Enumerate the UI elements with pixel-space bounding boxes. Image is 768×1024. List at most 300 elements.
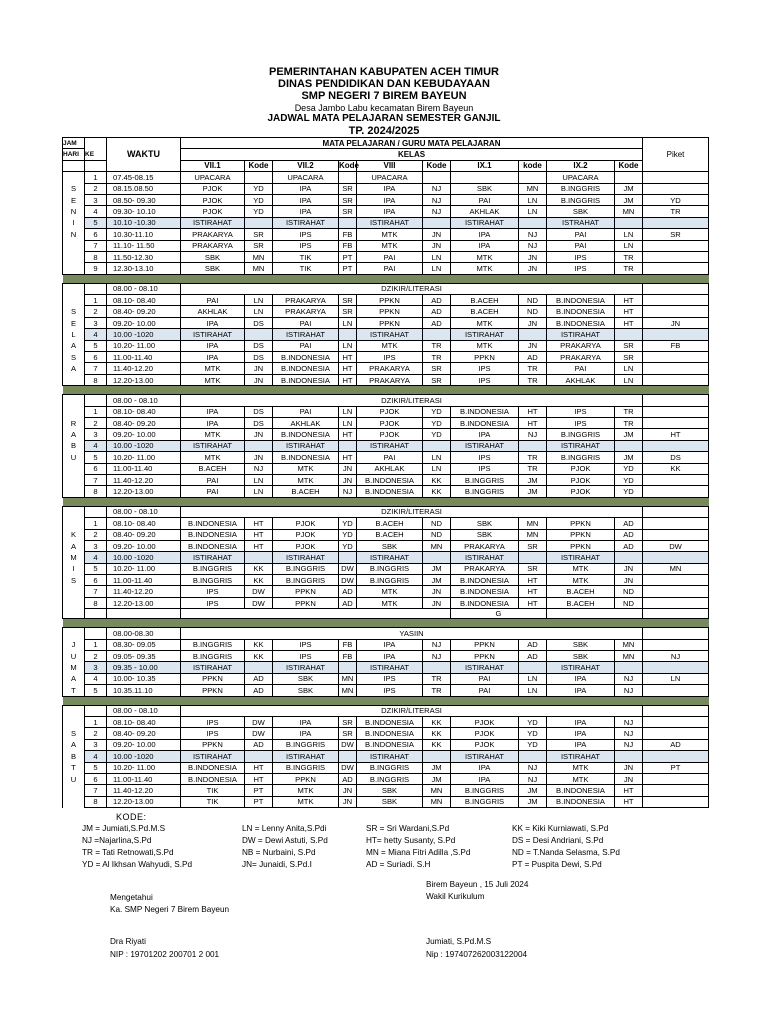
table-row (63, 452, 709, 463)
subject-cell: IPS (357, 685, 423, 696)
code-cell (245, 329, 273, 340)
subject-cell: PRAKARYA (181, 240, 245, 251)
subject-cell: PJOK (273, 529, 339, 540)
subject-cell: IPA (547, 716, 615, 727)
subject-cell: B.INDONESIA (547, 306, 615, 317)
subject-cell: B.INDONESIA (357, 474, 423, 485)
subject-cell: PJOK (547, 463, 615, 474)
code-cell: TR (615, 251, 643, 262)
subject-cell: SBK (451, 183, 519, 194)
code-cell: KK (245, 563, 273, 574)
code-cell: HT (339, 352, 357, 363)
code-cell: YD (245, 206, 273, 217)
code-cell: TR (423, 673, 451, 684)
subject-cell: B.INDONESIA (181, 529, 245, 540)
note-cell: G (451, 609, 547, 619)
subject-cell: ISTIRAHAT (181, 329, 245, 340)
code-cell: HT (245, 518, 273, 529)
header-line-2: DINAS PENDIDIKAN DAN KEBUDAYAAN (278, 78, 490, 90)
subject-cell: PPKN (547, 540, 615, 551)
subject-cell: B.INDONESIA (547, 317, 615, 328)
class-header: Kode (339, 161, 359, 171)
piket-cell: JN (643, 317, 709, 328)
code-cell: HT (519, 597, 547, 608)
header-line-4: Desa Jambo Labu kecamatan Birem Bayeun (294, 103, 474, 113)
time-cell: 11.00-11.40 (107, 575, 181, 586)
subject-cell: PPKN (451, 651, 519, 662)
piket-cell (643, 406, 709, 417)
subject-cell: ISTIRAHAT (547, 662, 615, 673)
subject-cell: B.ACEH (451, 306, 519, 317)
code-cell: KK (245, 651, 273, 662)
code-cell: JN (245, 452, 273, 463)
code-cell: JN (615, 762, 643, 773)
table-cell (85, 506, 107, 517)
code-cell: SR (245, 229, 273, 240)
subject-cell: IPS (273, 229, 339, 240)
subject-cell: MTK (181, 429, 245, 440)
code-cell: JM (615, 194, 643, 205)
code-cell: HT (615, 295, 643, 306)
header-line-3: SMP NEGERI 7 BIREM BAYEUN (301, 90, 467, 102)
subject-cell: IPS (451, 463, 519, 474)
code-cell: TR (519, 363, 547, 374)
subject-cell: ISTIRAHAT (451, 552, 519, 563)
piket-cell (643, 251, 709, 262)
class-header: Kode (615, 160, 643, 171)
table-row (63, 563, 709, 574)
subject-cell: B.INGGRIS (451, 785, 519, 796)
code-cell (423, 217, 451, 228)
header-row (63, 138, 709, 149)
kode-entry: AD = Suriadi. S.H (366, 860, 431, 869)
piket-cell (643, 263, 709, 274)
header-blank (643, 160, 709, 171)
code-cell (423, 172, 451, 183)
time-cell: 09.35 - 10.00 (107, 662, 181, 673)
subject-cell: MTK (357, 240, 423, 251)
subject-cell: B.INDONESIA (451, 575, 519, 586)
code-cell: DW (245, 716, 273, 727)
subject-cell: MTK (547, 563, 615, 574)
code-cell: TR (615, 406, 643, 417)
time-cell: 08.00 - 08.10 (107, 506, 181, 517)
period-number: 5 (85, 563, 107, 574)
code-cell: JN (339, 463, 357, 474)
code-cell: ND (519, 306, 547, 317)
table-row (63, 785, 709, 796)
code-cell (423, 329, 451, 340)
kode-entry: DW = Dewi Astuti, S.Pd (242, 836, 328, 845)
code-cell: HT (615, 317, 643, 328)
kode-entry: SR = Sri Wardani,S.Pd (366, 824, 450, 833)
piket-cell: MN (643, 563, 709, 574)
code-cell: TR (615, 263, 643, 274)
subject-cell: PAI (181, 474, 245, 485)
piket-cell: YD (643, 194, 709, 205)
period-number: 2 (85, 306, 107, 317)
code-cell: AD (245, 685, 273, 696)
table-row (63, 340, 709, 351)
subject-cell: IPA (547, 739, 615, 750)
code-cell: JN (245, 429, 273, 440)
subject-cell: ISTIRAHAT (451, 217, 519, 228)
code-cell (245, 552, 273, 563)
table-row (63, 206, 709, 217)
kode-title: KODE: (116, 812, 147, 822)
code-cell: SR (519, 540, 547, 551)
time-cell: 11.40-12.20 (107, 785, 181, 796)
code-cell: PT (245, 796, 273, 807)
time-cell: 08.40- 09.20 (107, 306, 181, 317)
code-cell (245, 662, 273, 673)
subject-cell: B.INDONESIA (547, 295, 615, 306)
subject-cell: ISTIRAHAT (357, 552, 423, 563)
code-cell (615, 329, 643, 340)
code-cell: DS (245, 352, 273, 363)
subject-cell: SBK (357, 540, 423, 551)
day-letter: U (63, 773, 85, 784)
header-blank (63, 160, 85, 171)
day-letter (63, 172, 85, 183)
period-number: 1 (85, 406, 107, 417)
subject-cell: MTK (273, 796, 339, 807)
subject-cell: IPA (273, 206, 339, 217)
table-row (63, 229, 709, 240)
time-cell: 08.15.08.50 (107, 183, 181, 194)
subject-cell: TIK (273, 263, 339, 274)
time-cell: 10.20- 11.00 (107, 563, 181, 574)
subject-cell: IPA (181, 340, 245, 351)
subject-cell: IPS (547, 406, 615, 417)
code-cell: AD (615, 540, 643, 551)
time-cell: 11.50-12.30 (107, 251, 181, 262)
table-cell (85, 395, 107, 406)
subject-cell: ISTIRAHAT (451, 440, 519, 451)
period-number: 8 (85, 796, 107, 807)
subject-cell: IPA (547, 685, 615, 696)
code-cell: DW (339, 739, 357, 750)
piket-cell (643, 172, 709, 183)
code-cell: JN (423, 586, 451, 597)
day-letter: M (63, 552, 85, 563)
prelude-row (63, 395, 709, 406)
day-letter: K (63, 529, 85, 540)
wakil-nip: Nip : 197407262003122004 (426, 950, 528, 959)
day-letter: U (63, 651, 85, 662)
subject-cell: B.INGGRIS (357, 575, 423, 586)
piket-cell (643, 329, 709, 340)
jam-header: JAM (63, 138, 85, 149)
code-cell: KK (245, 575, 273, 586)
time-cell: 12.20-13.00 (107, 486, 181, 497)
day-letter (63, 295, 85, 306)
code-cell (245, 440, 273, 451)
table-row (63, 597, 709, 608)
piket-cell (643, 796, 709, 807)
code-cell: JM (519, 796, 547, 807)
code-cell: JM (615, 183, 643, 194)
piket-cell: HT (643, 429, 709, 440)
activity-label: DZIKIR/LITERASI (181, 395, 643, 406)
subject-cell: SBK (547, 206, 615, 217)
kode-entry: PT = Puspita Dewi, S.Pd (512, 860, 602, 869)
code-cell (519, 217, 547, 228)
table-cell (181, 609, 451, 619)
subject-cell: B.INDONESIA (451, 417, 519, 428)
code-cell: LN (245, 306, 273, 317)
day-letter: S (63, 352, 85, 363)
subject-cell: B.INGGRIS (181, 639, 245, 650)
kode-entry: HT= hetty Susanty, S.Pd (366, 836, 456, 845)
day-letter: I (63, 217, 85, 228)
subject-cell: IPS (273, 651, 339, 662)
piket-cell (643, 529, 709, 540)
code-cell: NJ (423, 183, 451, 194)
code-cell: KK (423, 716, 451, 727)
time-cell: 09.30- 10.10 (107, 206, 181, 217)
code-cell: NJ (615, 728, 643, 739)
day-letter: A (63, 739, 85, 750)
time-cell: 07.45-08.15 (107, 172, 181, 183)
header-row (63, 160, 709, 171)
subject-cell: SBK (547, 651, 615, 662)
code-cell: NJ (615, 739, 643, 750)
period-number: 5 (85, 340, 107, 351)
subject-cell: IPA (451, 762, 519, 773)
subject-cell: B.INGGRIS (181, 563, 245, 574)
table-row (63, 363, 709, 374)
subject-cell: IPA (357, 206, 423, 217)
day-letter: I (63, 563, 85, 574)
code-cell: PT (339, 251, 357, 262)
day-letter: T (63, 762, 85, 773)
separator (63, 386, 709, 395)
day-letter: S (63, 575, 85, 586)
code-cell: YD (245, 194, 273, 205)
code-cell: AD (339, 597, 357, 608)
day-letter: L (63, 329, 85, 340)
day-letter: A (63, 429, 85, 440)
code-cell: LN (615, 229, 643, 240)
code-cell: AD (423, 317, 451, 328)
code-cell: HT (339, 429, 357, 440)
header-line-5: JADWAL MATA PELAJARAN SEMESTER GANJIL (267, 113, 501, 124)
subject-cell: PAI (357, 251, 423, 262)
day-letter (63, 586, 85, 597)
period-number: 4 (85, 206, 107, 217)
code-cell: NJ (423, 206, 451, 217)
subject-cell: IPA (273, 716, 339, 727)
table-row (63, 486, 709, 497)
subject-cell: SBK (181, 263, 245, 274)
subject-cell: AKHLAK (451, 206, 519, 217)
subject-cell: PPKN (547, 529, 615, 540)
code-cell: MN (423, 785, 451, 796)
table-row (63, 751, 709, 762)
day-letter (63, 796, 85, 807)
code-cell: MN (519, 183, 547, 194)
subject-cell: PAI (547, 363, 615, 374)
code-cell: MN (423, 796, 451, 807)
subject-cell: B.INDONESIA (181, 762, 245, 773)
code-cell: HT (339, 363, 357, 374)
time-cell: 08.00-08.30 (107, 628, 181, 639)
subject-cell: IPA (357, 651, 423, 662)
code-cell: LN (615, 363, 643, 374)
subject-cell: B.INGGRIS (357, 773, 423, 784)
subject-cell: B.INDONESIA (357, 739, 423, 750)
kode-entry: JM = Jumiati,S.Pd.M.S (82, 824, 166, 833)
time-cell: 08.10- 08.40 (107, 406, 181, 417)
code-cell: MN (339, 673, 357, 684)
period-number: 1 (85, 639, 107, 650)
table-row (63, 306, 709, 317)
table-cell (85, 628, 107, 639)
subject-cell: UPACARA (547, 172, 615, 183)
subject-cell: MTK (451, 263, 519, 274)
piket-cell (643, 352, 709, 363)
piket-cell: DW (643, 540, 709, 551)
code-cell: YD (339, 518, 357, 529)
subject-cell: B.ACEH (181, 463, 245, 474)
code-cell: HT (245, 773, 273, 784)
code-cell: ND (423, 518, 451, 529)
activity-label: DZIKIR/LITERASI (181, 506, 643, 517)
subject-cell: PPKN (547, 518, 615, 529)
subject-cell: B.INDONESIA (547, 796, 615, 807)
kode-entry: TR = Tati Retnowati,S.Pd (82, 848, 174, 857)
code-cell: ND (519, 295, 547, 306)
subject-cell: PPKN (273, 586, 339, 597)
kelas-header: KELAS (181, 149, 643, 160)
piket-cell (643, 374, 709, 385)
code-cell: SR (245, 240, 273, 251)
subject-cell: PPKN (181, 685, 245, 696)
code-cell: HT (519, 575, 547, 586)
subject-cell: SBK (273, 673, 339, 684)
piket-cell (643, 685, 709, 696)
table-row (63, 540, 709, 551)
code-cell: MN (615, 651, 643, 662)
subject-cell: PPKN (357, 295, 423, 306)
period-number: 7 (85, 474, 107, 485)
code-cell: HT (615, 306, 643, 317)
piket-cell: FB (643, 340, 709, 351)
time-cell: 08.00 - 08.10 (107, 705, 181, 716)
code-cell: SR (339, 728, 357, 739)
day-letter: S (63, 183, 85, 194)
code-cell: NJ (615, 673, 643, 684)
subject-cell: MTK (451, 340, 519, 351)
code-cell: ND (615, 586, 643, 597)
day-letter (63, 474, 85, 485)
table-row (63, 295, 709, 306)
subject-cell: IPS (357, 673, 423, 684)
day-letter: M (63, 662, 85, 673)
subject-cell: IPA (181, 352, 245, 363)
code-cell: YD (423, 417, 451, 428)
code-cell: LN (339, 417, 357, 428)
code-cell: DW (339, 762, 357, 773)
piket-cell (643, 217, 709, 228)
code-cell: NJ (423, 194, 451, 205)
period-number: 6 (85, 463, 107, 474)
code-cell: SR (339, 206, 357, 217)
subject-cell: SBK (181, 251, 245, 262)
subject-cell: MTK (273, 785, 339, 796)
period-number: 9 (85, 263, 107, 274)
day-letter: T (63, 685, 85, 696)
piket-cell (643, 552, 709, 563)
subject-cell: PAI (357, 263, 423, 274)
code-cell: NJ (519, 762, 547, 773)
time-cell: 12.20-13.00 (107, 796, 181, 807)
code-cell: JN (615, 773, 643, 784)
code-cell: LN (423, 263, 451, 274)
piket-cell: LN (643, 673, 709, 684)
subject-cell: IPA (181, 417, 245, 428)
subject-cell: PAI (273, 340, 339, 351)
subject-cell: MTK (273, 474, 339, 485)
code-cell (245, 172, 273, 183)
period-number: 2 (85, 728, 107, 739)
day-letter (63, 374, 85, 385)
day-letter: B (63, 440, 85, 451)
period-number: 6 (85, 352, 107, 363)
subject-cell: SBK (357, 785, 423, 796)
day-letter (63, 240, 85, 251)
code-cell: AD (519, 639, 547, 650)
day-letter: J (63, 639, 85, 650)
table-row (63, 639, 709, 650)
piket-cell: NJ (643, 651, 709, 662)
subject-cell: ISTIRAHAT (547, 440, 615, 451)
time-cell: 08.30- 09.05 (107, 639, 181, 650)
code-cell: YD (423, 429, 451, 440)
code-cell: SR (339, 295, 357, 306)
time-cell: 11.10- 11.50 (107, 240, 181, 251)
code-cell: JM (519, 474, 547, 485)
code-cell: ND (423, 529, 451, 540)
subject-cell: PAI (181, 486, 245, 497)
period-number: 2 (85, 529, 107, 540)
time-cell: 09.05- 09.35 (107, 651, 181, 662)
subject-cell: PJOK (357, 406, 423, 417)
code-cell: HT (519, 417, 547, 428)
separator (63, 274, 709, 283)
subject-cell: PAI (181, 295, 245, 306)
time-cell: 08.50- 09.30 (107, 194, 181, 205)
subject-cell: PRAKARYA (451, 563, 519, 574)
code-cell: JN (423, 229, 451, 240)
subject-cell: B.INGGRIS (273, 762, 339, 773)
code-cell: JN (245, 374, 273, 385)
table-row (63, 716, 709, 727)
subject-cell: ISTIRAHAT (357, 440, 423, 451)
code-cell: HT (245, 540, 273, 551)
time-cell: 10.10 -10.30 (107, 217, 181, 228)
code-cell: JM (423, 773, 451, 784)
kode-entry: KK = Kiki Kurniawati, S.Pd (512, 824, 609, 833)
code-cell (423, 552, 451, 563)
subject-cell: B.INDONESIA (273, 374, 339, 385)
subject-cell: B.INGGRIS (547, 183, 615, 194)
code-cell: MN (519, 529, 547, 540)
code-cell: SR (615, 352, 643, 363)
piket-cell: SR (643, 229, 709, 240)
code-cell (423, 751, 451, 762)
